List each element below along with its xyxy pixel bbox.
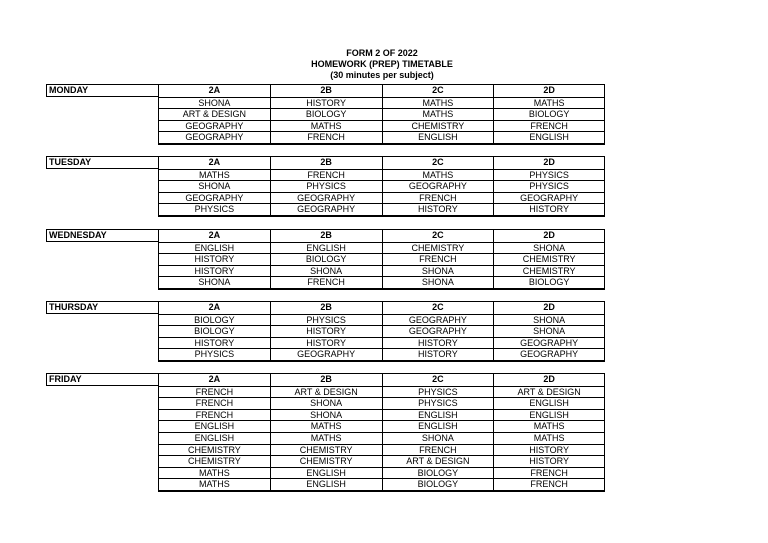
subject-cell: SHONA bbox=[382, 432, 494, 444]
class-header: 2C bbox=[382, 230, 494, 242]
subject-cell: MATHS bbox=[158, 478, 270, 490]
day-block-tuesday bbox=[46, 156, 605, 217]
class-header: 2A bbox=[158, 374, 270, 386]
subject-cell: CHEMISTRY bbox=[382, 120, 494, 132]
class-header: 2B bbox=[270, 374, 382, 386]
document-title bbox=[250, 48, 514, 81]
subject-cell: BIOLOGY bbox=[270, 253, 382, 265]
table-row bbox=[46, 325, 605, 337]
subject-cell: ART & DESIGN bbox=[158, 108, 270, 120]
table-row bbox=[46, 455, 605, 467]
day-block-wednesday bbox=[46, 229, 605, 290]
table-row bbox=[46, 265, 605, 277]
subject-cell: ENGLISH bbox=[158, 432, 270, 444]
table-row bbox=[46, 478, 605, 490]
table-row bbox=[46, 444, 605, 456]
row-spacer bbox=[46, 314, 158, 326]
subject-cell: SHONA bbox=[270, 265, 382, 277]
subject-cell: FRENCH bbox=[493, 120, 605, 132]
subject-cell: SHONA bbox=[493, 314, 605, 326]
table-row bbox=[46, 314, 605, 326]
subject-cell: ENGLISH bbox=[382, 131, 494, 143]
subject-cell: ENGLISH bbox=[270, 467, 382, 479]
row-spacer bbox=[46, 478, 158, 490]
subject-cell: GEOGRAPHY bbox=[158, 131, 270, 143]
subject-cell: SHONA bbox=[158, 276, 270, 288]
subject-cell: FRENCH bbox=[382, 444, 494, 456]
class-header: 2A bbox=[158, 302, 270, 314]
row-spacer bbox=[46, 397, 158, 409]
table-row bbox=[46, 253, 605, 265]
row-spacer bbox=[46, 108, 158, 120]
subject-cell: CHEMISTRY bbox=[493, 265, 605, 277]
subject-cell: CHEMISTRY bbox=[158, 455, 270, 467]
subject-cell: FRENCH bbox=[158, 397, 270, 409]
subject-cell: SHONA bbox=[158, 180, 270, 192]
class-header: 2D bbox=[493, 374, 605, 386]
day-header-row bbox=[46, 229, 605, 242]
row-spacer bbox=[46, 348, 158, 360]
day-label: FRIDAY bbox=[46, 374, 158, 386]
row-spacer bbox=[46, 192, 158, 204]
row-spacer bbox=[46, 242, 158, 254]
subject-cell: BIOLOGY bbox=[493, 108, 605, 120]
subject-cell: HISTORY bbox=[382, 337, 494, 349]
title-line-1: FORM 2 OF 2022 bbox=[346, 48, 418, 58]
table-row bbox=[46, 120, 605, 132]
subject-cell: MATHS bbox=[382, 97, 494, 109]
subject-cell: GEOGRAPHY bbox=[382, 314, 494, 326]
subject-cell: BIOLOGY bbox=[270, 108, 382, 120]
table-row bbox=[46, 337, 605, 349]
table-row bbox=[46, 242, 605, 254]
subject-cell: GEOGRAPHY bbox=[493, 192, 605, 204]
subject-cell: SHONA bbox=[382, 276, 494, 288]
subject-cell: MATHS bbox=[493, 420, 605, 432]
subject-cell: FRENCH bbox=[158, 409, 270, 421]
subject-cell: HISTORY bbox=[493, 455, 605, 467]
subject-cell: PHYSICS bbox=[158, 203, 270, 215]
subject-cell: CHEMISTRY bbox=[270, 455, 382, 467]
row-spacer bbox=[46, 131, 158, 143]
subject-cell: FRENCH bbox=[493, 467, 605, 479]
subject-cell: MATHS bbox=[158, 467, 270, 479]
subject-cell: FRENCH bbox=[270, 169, 382, 181]
table-row bbox=[46, 409, 605, 421]
subject-cell: MATHS bbox=[493, 432, 605, 444]
subject-cell: ENGLISH bbox=[270, 478, 382, 490]
row-spacer bbox=[46, 420, 158, 432]
subject-cell: ENGLISH bbox=[382, 409, 494, 421]
class-header: 2A bbox=[158, 230, 270, 242]
subject-cell: PHYSICS bbox=[158, 348, 270, 360]
subject-cell: ENGLISH bbox=[270, 242, 382, 254]
class-header: 2D bbox=[493, 230, 605, 242]
class-header: 2A bbox=[158, 157, 270, 169]
table-row bbox=[46, 97, 605, 109]
class-header: 2B bbox=[270, 230, 382, 242]
subject-cell: CHEMISTRY bbox=[158, 444, 270, 456]
table-row bbox=[46, 467, 605, 479]
class-header: 2C bbox=[382, 374, 494, 386]
class-header: 2C bbox=[382, 85, 494, 97]
table-row bbox=[46, 386, 605, 398]
day-label: WEDNESDAY bbox=[46, 230, 158, 242]
table-row bbox=[46, 131, 605, 143]
subject-cell: ENGLISH bbox=[493, 409, 605, 421]
subject-cell: ART & DESIGN bbox=[493, 386, 605, 398]
table-row bbox=[46, 180, 605, 192]
day-label: MONDAY bbox=[46, 85, 158, 97]
subject-cell: HISTORY bbox=[158, 265, 270, 277]
day-block-friday bbox=[46, 373, 605, 492]
row-spacer bbox=[46, 253, 158, 265]
row-spacer bbox=[46, 455, 158, 467]
subject-cell: BIOLOGY bbox=[382, 467, 494, 479]
class-header: 2A bbox=[158, 85, 270, 97]
row-spacer bbox=[46, 409, 158, 421]
row-spacer bbox=[46, 120, 158, 132]
title-line-2: HOMEWORK (PREP) TIMETABLE bbox=[311, 59, 453, 69]
row-spacer bbox=[46, 467, 158, 479]
table-row bbox=[46, 348, 605, 360]
subject-cell: GEOGRAPHY bbox=[270, 192, 382, 204]
row-spacer bbox=[46, 97, 158, 109]
subject-cell: HISTORY bbox=[382, 348, 494, 360]
subject-cell: ENGLISH bbox=[158, 420, 270, 432]
subject-cell: HISTORY bbox=[158, 253, 270, 265]
table-row bbox=[46, 169, 605, 181]
table-row bbox=[46, 192, 605, 204]
subject-cell: SHONA bbox=[270, 409, 382, 421]
subject-cell: PHYSICS bbox=[270, 180, 382, 192]
subject-cell: HISTORY bbox=[493, 203, 605, 215]
subject-cell: ART & DESIGN bbox=[270, 386, 382, 398]
table-row bbox=[46, 397, 605, 409]
subject-cell: HISTORY bbox=[382, 203, 494, 215]
table-row bbox=[46, 203, 605, 215]
subject-cell: CHEMISTRY bbox=[270, 444, 382, 456]
day-label: THURSDAY bbox=[46, 302, 158, 314]
subject-cell: ENGLISH bbox=[158, 242, 270, 254]
day-block-thursday bbox=[46, 301, 605, 362]
table-row bbox=[46, 420, 605, 432]
subject-cell: GEOGRAPHY bbox=[493, 348, 605, 360]
class-header: 2B bbox=[270, 85, 382, 97]
day-header-row bbox=[46, 301, 605, 314]
class-header: 2B bbox=[270, 302, 382, 314]
class-header: 2D bbox=[493, 157, 605, 169]
subject-cell: PHYSICS bbox=[493, 180, 605, 192]
class-header: 2C bbox=[382, 157, 494, 169]
subject-cell: SHONA bbox=[493, 325, 605, 337]
subject-cell: FRENCH bbox=[270, 276, 382, 288]
subject-cell: CHEMISTRY bbox=[382, 242, 494, 254]
subject-cell: ENGLISH bbox=[382, 420, 494, 432]
class-header: 2D bbox=[493, 302, 605, 314]
subject-cell: GEOGRAPHY bbox=[382, 180, 494, 192]
subject-cell: FRENCH bbox=[158, 386, 270, 398]
subject-cell: BIOLOGY bbox=[493, 276, 605, 288]
table-row bbox=[46, 276, 605, 288]
row-spacer bbox=[46, 444, 158, 456]
subject-cell: MATHS bbox=[382, 169, 494, 181]
row-spacer bbox=[46, 180, 158, 192]
subject-cell: GEOGRAPHY bbox=[158, 192, 270, 204]
table-row bbox=[46, 432, 605, 444]
subject-cell: HISTORY bbox=[270, 337, 382, 349]
subject-cell: PHYSICS bbox=[270, 314, 382, 326]
row-spacer bbox=[46, 337, 158, 349]
subject-cell: SHONA bbox=[493, 242, 605, 254]
subject-cell: HISTORY bbox=[158, 337, 270, 349]
row-spacer bbox=[46, 276, 158, 288]
row-spacer bbox=[46, 203, 158, 215]
subject-cell: GEOGRAPHY bbox=[382, 325, 494, 337]
title-line-3: (30 minutes per subject) bbox=[330, 70, 434, 80]
day-label: TUESDAY bbox=[46, 157, 158, 169]
day-header-row bbox=[46, 156, 605, 169]
subject-cell: FRENCH bbox=[270, 131, 382, 143]
subject-cell: GEOGRAPHY bbox=[270, 203, 382, 215]
subject-cell: HISTORY bbox=[270, 325, 382, 337]
row-spacer bbox=[46, 265, 158, 277]
subject-cell: BIOLOGY bbox=[158, 325, 270, 337]
subject-cell: ART & DESIGN bbox=[382, 455, 494, 467]
subject-cell: MATHS bbox=[158, 169, 270, 181]
subject-cell: BIOLOGY bbox=[158, 314, 270, 326]
subject-cell: CHEMISTRY bbox=[493, 253, 605, 265]
subject-cell: GEOGRAPHY bbox=[493, 337, 605, 349]
subject-cell: ENGLISH bbox=[493, 131, 605, 143]
day-header-row bbox=[46, 373, 605, 386]
subject-cell: FRENCH bbox=[382, 192, 494, 204]
row-spacer bbox=[46, 325, 158, 337]
subject-cell: MATHS bbox=[493, 97, 605, 109]
subject-cell: ENGLISH bbox=[493, 397, 605, 409]
subject-cell: PHYSICS bbox=[493, 169, 605, 181]
subject-cell: MATHS bbox=[382, 108, 494, 120]
row-spacer bbox=[46, 169, 158, 181]
row-spacer bbox=[46, 386, 158, 398]
subject-cell: MATHS bbox=[270, 420, 382, 432]
subject-cell: GEOGRAPHY bbox=[270, 348, 382, 360]
class-header: 2D bbox=[493, 85, 605, 97]
subject-cell: SHONA bbox=[382, 265, 494, 277]
subject-cell: GEOGRAPHY bbox=[158, 120, 270, 132]
subject-cell: FRENCH bbox=[382, 253, 494, 265]
subject-cell: HISTORY bbox=[270, 97, 382, 109]
subject-cell: PHYSICS bbox=[382, 386, 494, 398]
subject-cell: BIOLOGY bbox=[382, 478, 494, 490]
class-header: 2B bbox=[270, 157, 382, 169]
subject-cell: MATHS bbox=[270, 432, 382, 444]
subject-cell: HISTORY bbox=[493, 444, 605, 456]
subject-cell: PHYSICS bbox=[382, 397, 494, 409]
row-spacer bbox=[46, 432, 158, 444]
table-row bbox=[46, 108, 605, 120]
subject-cell: MATHS bbox=[270, 120, 382, 132]
class-header: 2C bbox=[382, 302, 494, 314]
subject-cell: FRENCH bbox=[493, 478, 605, 490]
subject-cell: SHONA bbox=[270, 397, 382, 409]
day-block-monday bbox=[46, 84, 605, 145]
day-header-row bbox=[46, 84, 605, 97]
subject-cell: SHONA bbox=[158, 97, 270, 109]
